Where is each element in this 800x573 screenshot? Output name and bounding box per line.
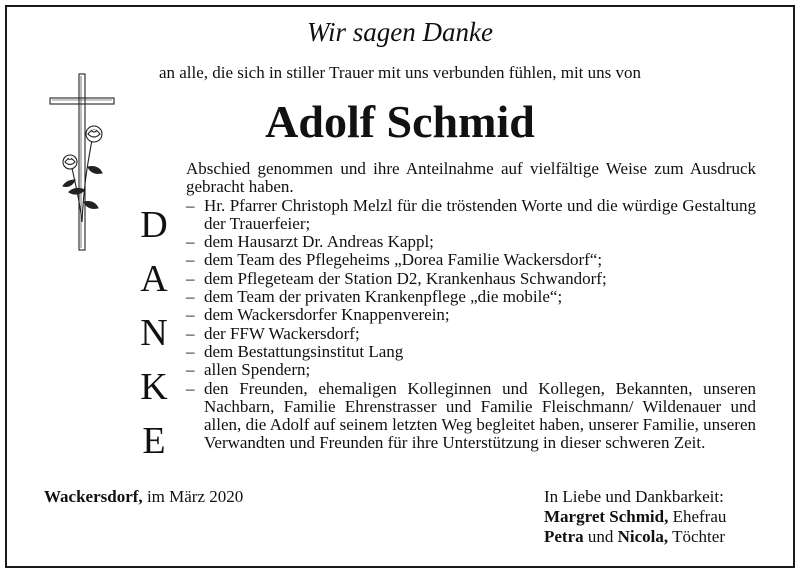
danke-letter: D [140,204,168,246]
list-item: – der FFW Wackersdorf; [186,325,756,343]
signer-row [544,507,726,527]
signer-relation: Ehefrau [672,507,727,526]
notice-body [186,160,756,453]
danke-letter: A [140,258,168,300]
place-date [44,487,243,507]
intro-text: an alle, die sich in stiller Trauer mit uns verbunden fühlen, mit uns von [158,63,642,82]
headline: Wir sagen Danke [307,17,493,47]
signer-name: Petra [544,527,584,546]
deceased-name: Adolf Schmid [265,96,535,147]
list-item: – dem Wackersdorfer Knappenverein; [186,306,756,324]
date: im März 2020 [146,487,244,506]
danke-letter: N [140,312,168,354]
danke-letter: E [142,420,166,462]
list-item: – den Freunden, ehemaligen Kolleginnen und Kollegen, Bekannten, unseren Nachbarn, Familie Ehrenstrasser und Familie Fleischmann/ Wildenauer und allen, die Adolf auf seinem letzten Weg begleitet haben, unserer Familie, unseren Verwandten und Freunden für ihre Unterstützung in dieser schweren Zeit. [186,380,756,453]
list-item: – dem Bestattungsinstitut Lang [186,343,756,361]
signer-relation: Töchter [672,527,725,546]
list-item: – allen Spendern; [186,361,756,379]
danke-letter: K [140,366,168,408]
thanks-list [186,197,756,453]
signature-block [544,487,726,547]
closing-line: In Liebe und Dankbarkeit: [544,487,724,506]
list-item: – dem Pflegeteam der Station D2, Krankenhaus Schwandorf; [186,270,756,288]
place: Wackersdorf, [44,487,143,506]
list-item: – Hr. Pfarrer Christoph Melzl für die tröstenden Worte und die würdige Gestaltung der Trauerfeier; [186,197,756,234]
signer-row [544,527,726,547]
danke-vertical-letters [136,198,172,468]
list-item: – dem Hausarzt Dr. Andreas Kappl; [186,233,756,251]
list-item: – dem Team des Pflegeheims „Dorea Familie Wackersdorf“; [186,251,756,269]
cross-with-roses-icon [48,72,116,252]
signer-connector: und [587,527,614,546]
farewell-text: Abschied genommen und ihre Anteilnahme auf vielfältige Weise zum Ausdruck gebracht haben. [186,159,756,197]
signer-name: Margret Schmid, [544,507,669,526]
list-item: – dem Team der privaten Krankenpflege „die mobile“; [186,288,756,306]
signer-name: Nicola, [617,527,669,546]
